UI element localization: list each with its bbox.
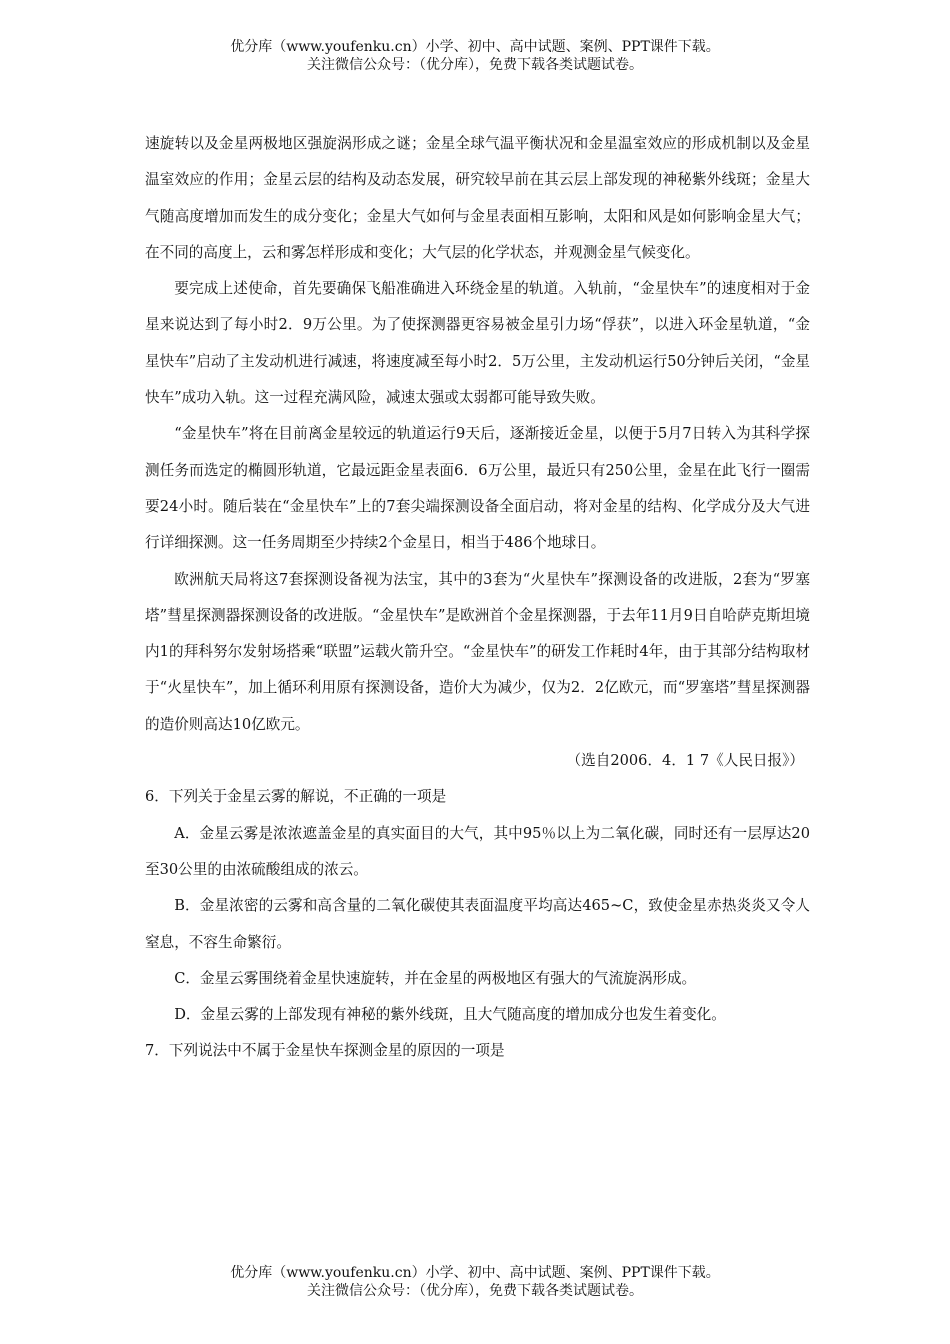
footer-line-2: 关注微信公众号：（优分库），免费下载各类试题试卷。 xyxy=(307,1283,643,1299)
page-header xyxy=(0,38,950,74)
article-source: （选自2006．4．1 7《人民日报》） xyxy=(566,752,804,770)
article-paragraph-1: 速旋转以及金星两极地区强旋涡形成之谜；金星全球气温平衡状况和金星温室效应的形成机制以及金星温室效应的作用；金星云层的结构及动态发展，研究较早前在其云层上部发现的神秘紫外线斑；金星大气随高度增加而发生的成分变化；金星大气如何与金星表面相互影响，太阳和风是如何影响金星大气；在不同的高度上，云和雾怎样形成和变化；大气层的化学状态，并观测金星气候变化。 xyxy=(145,135,810,261)
header-line-2: 关注微信公众号：（优分库），免费下载各类试题试卷。 xyxy=(307,57,643,73)
question-6-stem: 6．下列关于金星云雾的解说，不正确的一项是 xyxy=(145,788,447,806)
article-paragraph-3: “金星快车”将在目前离金星较远的轨道运行9天后，逐渐接近金星，以便于5月7日转入为其科学探测任务而选定的椭圆形轨道，它最远距金星表面6．6万公里，最近只有250公里，金星在此飞行一圈需要24小时。随后装在“金星快车”上的7套尖端探测设备全面启动，将对金星的结构、化学成分及大气进行详细探测。这一任务周期至少持续2个金星日，相当于486个地球日。 xyxy=(145,425,810,552)
question-6-option-b: B．金星浓密的云雾和高含量的二氧化碳使其表面温度平均高达465~C，致使金星赤热炎炎又令人窒息，不容生命繁衍。 xyxy=(145,897,810,951)
document-body xyxy=(145,126,810,1070)
page-footer xyxy=(0,1264,950,1300)
article-paragraph-4: 欧洲航天局将这7套探测设备视为法宝，其中的3套为“火星快车”探测设备的改进版，2套为“罗塞塔”彗星探测器探测设备的改进版。“金星快车”是欧洲首个金星探测器，于去年11月9日自哈萨克斯坦境内1的拜科努尔发射场搭乘“联盟”运载火箭升空。“金星快车”的研发工作耗时4年，由于其部分结构取材于“火星快车”，加上循环利用原有探测设备，造价大为减少，仅为2．2亿欧元，而“罗塞塔”彗星探测器的造价则高达10亿欧元。 xyxy=(145,570,810,733)
question-6-option-d: D．金星云雾的上部发现有神秘的紫外线斑，且大气随高度的增加成分也发生着变化。 xyxy=(174,1006,726,1024)
question-7-stem: 7．下列说法中不属于金星快车探测金星的原因的一项是 xyxy=(145,1042,505,1060)
footer-line-1: 优分库（www.youfenku.cn）小学、初中、高中试题、案例、PPT课件下载。 xyxy=(230,1265,720,1281)
question-6-option-a: A．金星云雾是浓浓遮盖金星的真实面目的大气，其中95％以上为二氧化碳，同时还有一层厚达20至30公里的由浓硫酸组成的浓云。 xyxy=(145,824,810,878)
question-6-option-c: C．金星云雾围绕着金星快速旋转，并在金星的两极地区有强大的气流旋涡形成。 xyxy=(174,969,697,987)
header-line-1: 优分库（www.youfenku.cn）小学、初中、高中试题、案例、PPT课件下载。 xyxy=(230,39,720,55)
article-paragraph-2: 要完成上述使命，首先要确保飞船准确进入环绕金星的轨道。入轨前，“金星快车”的速度相对于金星来说达到了每小时2．9万公里。为了使探测器更容易被金星引力场“俘获”，以进入环金星轨道，“金星快车”启动了主发动机进行减速，将速度减至每小时2．5万公里，主发动机运行50分钟后关闭，“金星快车”成功入轨。这一过程充满风险，减速太强或太弱都可能导致失败。 xyxy=(145,280,811,407)
